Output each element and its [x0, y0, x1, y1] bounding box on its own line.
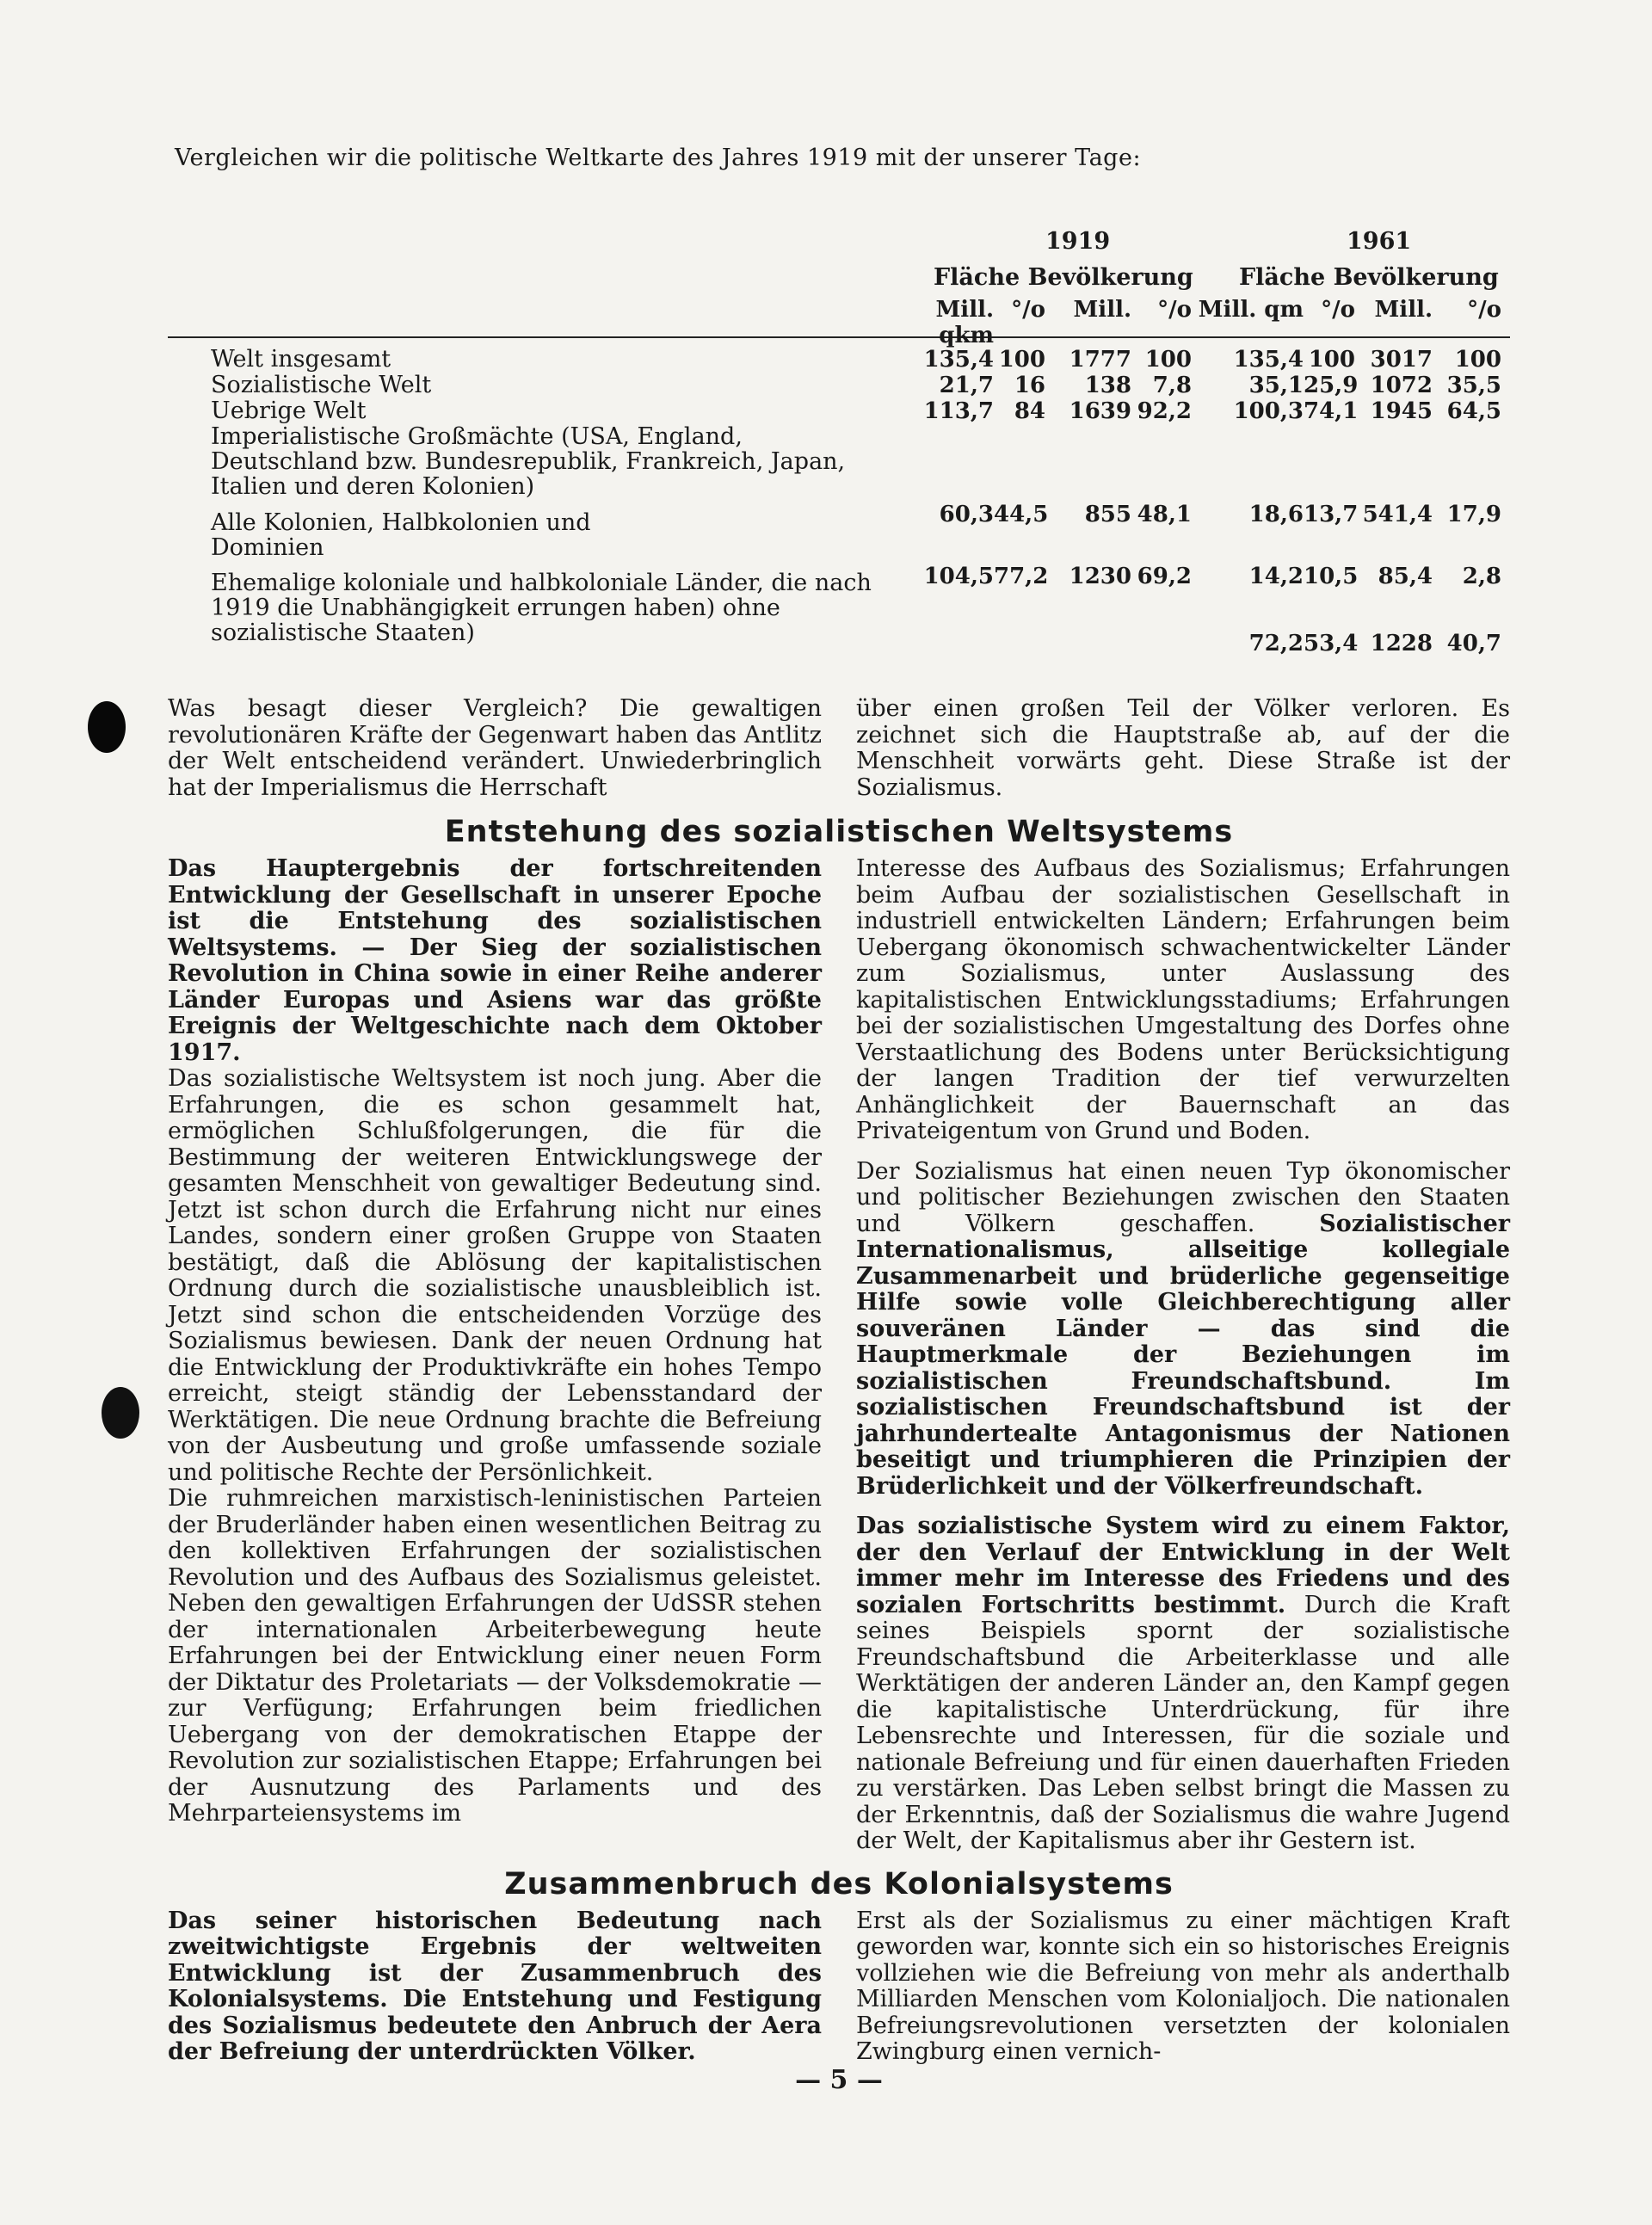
- group-1919: Fläche Bevölkerung: [934, 264, 1193, 291]
- table-cell: 1072: [1370, 373, 1433, 398]
- table-cell: 113,7: [923, 398, 994, 424]
- year-1919: 1919: [1045, 228, 1111, 255]
- col-header: Mill.: [1374, 297, 1433, 323]
- table-cell: 1777: [1069, 347, 1131, 373]
- table-body: [168, 338, 1510, 691]
- table-row-label: Alle Kolonien, Halbkolonien und Dominien: [211, 509, 591, 561]
- comparison-text: [168, 696, 1510, 801]
- table-cell: 72,2: [1248, 631, 1304, 656]
- section1-left-p2: Das sozialistische Weltsystem ist noch jung. Aber die Erfahrungen, die es schon gesammelt hat, ermöglichen Schlußfolgerungen, die für die Bestimmung der weiteren Entwicklungswege der gesamten Menschheit von gewaltiger Bedeutung sind. Jetzt ist schon durch die Erfahrung nicht nur eines Landes, sondern einer großen Gruppe von Staaten bestätigt, daß die Ablösung der kapitalistischen Ordnung durch die sozialistische unausbleiblich ist. Jetzt sind schon die entscheidenden Vorzüge des Sozialismus bewiesen. Dank der neuen Ordnung hat die Entwicklung der Produktivkräfte ein hohes Tempo erreicht, steigt ständig der Lebensstandard der Werktätigen. Die neue Ordnung brachte die Befreiung von der Ausbeutung und große umfassende soziale und politische Rechte der Persönlichkeit.: [168, 1065, 822, 1486]
- table-row-label: Imperialistische Großmächte (USA, England, Deutschland bzw. Bundesrepublik, Frankreich, Japan, Italien und deren Kolonien): [211, 423, 846, 500]
- table-cell: 25,9: [1304, 373, 1359, 398]
- table-cell: 135,4: [923, 347, 994, 373]
- table-row-label: Welt insgesamt: [211, 346, 391, 373]
- col-header: Mill. qm: [1198, 297, 1304, 323]
- table-cell: 2,8: [1462, 564, 1501, 589]
- section1-right: [856, 856, 1510, 1855]
- section1-left: [168, 856, 822, 1855]
- table-cell: 92,2: [1137, 398, 1192, 424]
- table-cell: 100: [1454, 347, 1501, 373]
- table-cell: 53,4: [1304, 631, 1359, 656]
- table-cell: 138: [1084, 373, 1131, 398]
- table-row-label: Sozialistische Welt: [211, 372, 432, 398]
- intro-text: Vergleichen wir die politische Weltkarte des Jahres 1919 mit der unserer Tage:: [175, 145, 1142, 171]
- table-cell: 1639: [1069, 398, 1131, 424]
- section2-body: [168, 1908, 1510, 2066]
- comparison-left: Was besagt dieser Vergleich? Die gewaltigen revolutionären Kräfte der Gegenwart haben das Antlitz der Welt entscheidend verändert. Unwiederbringlich hat der Imperialismus die Herrschaft: [168, 695, 822, 801]
- table-cell: 35,5: [1446, 373, 1501, 398]
- table-cell: 7,8: [1152, 373, 1192, 398]
- punch-hole-bottom: [102, 1387, 139, 1439]
- section1-right-p3-a: Das sozialistische System wird zu einem Faktor, der den Verlauf der Entwicklung in der Welt immer mehr im Interesse des Friedens und des sozialen Fortschritts bestimmt.: [856, 1513, 1510, 1618]
- table-cell: 16: [1014, 373, 1045, 398]
- table-cell: 17,9: [1446, 502, 1501, 527]
- table-cell: 64,5: [1446, 398, 1501, 424]
- table-cell: 13,7: [1304, 502, 1359, 527]
- col-header: °/o: [1011, 297, 1045, 323]
- table-cell: 18,6: [1248, 502, 1304, 527]
- section1-right-p3: [856, 1513, 1510, 1855]
- table-cell: 1228: [1370, 631, 1433, 656]
- section2-right: Erst als der Sozialismus zu einer mächtigen Kraft geworden war, konnte sich ein so historisches Ereignis vollziehen wie die Befreiung von mehr als anderthalb Milliarden Menschen vom Kolonialjoch. Die nationalen Befreiungsrevolutionen versetzten der kolonialen Zwingburg einen vernich-: [856, 1907, 1510, 2065]
- table-cell: 40,7: [1446, 631, 1501, 656]
- table-cell: 104,5: [923, 564, 994, 589]
- section1-right-p2-a: Der Sozialismus hat einen neuen Typ ökonomischer und politischer Beziehungen zwischen den Staaten und Völkern geschaffen.: [856, 1157, 1510, 1237]
- table-cell: 84: [1014, 398, 1045, 424]
- punch-hole-top: [88, 701, 126, 753]
- col-header: °/o: [1467, 297, 1501, 323]
- table-cell: 44,5: [994, 502, 1049, 527]
- table-row-label: Uebrige Welt: [211, 398, 367, 424]
- table-cell: 10,5: [1304, 564, 1359, 589]
- section2-left: Das seiner historischen Bedeutung nach zweitwichtigste Ergebnis der weltweiten Entwicklung ist der Zusammenbruch des Kolonialsystems. Die Entstehung und Festigung des Sozialismus bedeutete den Anbruch der Aera der Befreiung der unterdrückten Völker.: [168, 1907, 822, 2065]
- table-cell: 35,1: [1248, 373, 1304, 398]
- table-cell: 100,3: [1233, 398, 1304, 424]
- table-cell: 14,2: [1248, 564, 1304, 589]
- table-cell: 3017: [1370, 347, 1433, 373]
- section1-right-p3-b: Durch die Kraft seines Beispiels spornt der sozialistische Freundschaftsbund die Arbeiterklasse und alle Werktätigen der anderen Länder an, den Kampf gegen die kapitalistische Unterdrückung, für ihre Lebensrechte und Interessen, für die soziale und nationale Befreiung und für einen dauerhaften Frieden zu verstärken. Das Leben selbst bringt die Massen zu der Erkenntnis, daß der Sozialismus die wahre Jugend der Welt, der Kapitalismus aber ihr Gestern ist.: [856, 1591, 1510, 1854]
- table-cell: 69,2: [1137, 564, 1192, 589]
- col-header: °/o: [1157, 297, 1192, 323]
- table-cell: 60,3: [939, 502, 994, 527]
- col-header: Mill.: [1073, 297, 1131, 323]
- table-cell: 855: [1084, 502, 1131, 527]
- section1-heading: Entstehung des sozialistischen Weltsystems: [444, 815, 1234, 849]
- section2-heading: Zusammenbruch des Kolonialsystems: [504, 1866, 1174, 1901]
- section1-right-p1: Interesse des Aufbaus des Sozialismus; Erfahrungen beim Aufbau der sozialistischen Gesellschaft in industriell entwickelten Ländern; Erfahrungen beim Uebergang ökonomisch schwachentwickelter Länder zum Sozialismus, unter Auslassung des kapitalistischen Entwicklungsstadiums; Erfahrungen bei der sozialistischen Umgestaltung des Dorfes ohne Verstaatlichung des Bodens unter Berücksichtigung der langen Tradition der tief verwurzelten Anhänglichkeit der Bauernschaft an das Privateigentum von Grund und Boden.: [856, 855, 1510, 1144]
- table-cell: 74,1: [1304, 398, 1359, 424]
- table-cell: 100: [1144, 347, 1192, 373]
- table-cell: 541,4: [1362, 502, 1433, 527]
- table-row-label: Ehemalige koloniale und halbkoloniale Länder, die nach 1919 die Unabhängigkeit errungen haben) ohne sozialistische Staaten): [211, 570, 872, 646]
- table-cell: 21,7: [939, 373, 994, 398]
- table-cell: 48,1: [1137, 502, 1192, 527]
- section1-left-p3: Die ruhmreichen marxistisch-leninistischen Parteien der Bruderländer haben einen wesentlichen Beitrag zu den kollektiven Erfahrungen der sozialistischen Revolution und des Aufbaus des Sozialismus geleistet. Neben den gewaltigen Erfahrungen der UdSSR stehen der internationalen Arbeiterbewegung heute Erfahrungen bei der Entwicklung einer neuen Form der Diktatur des Proletariats — der Volksdemokratie — zur Verfügung; Erfahrungen beim friedlichen Uebergang von der demokratischen Etappe der Revolution zur sozialistischen Etappe; Erfahrungen bei der Ausnutzung des Parlaments und des Mehrparteiensystems im: [168, 1485, 822, 1827]
- table-cell: 85,4: [1378, 564, 1433, 589]
- table-cell: 1945: [1370, 398, 1433, 424]
- table-cell: 77,2: [994, 564, 1049, 589]
- col-header: °/o: [1321, 297, 1355, 323]
- year-1961: 1961: [1347, 228, 1412, 255]
- section1-left-lead: Das Hauptergebnis der fortschreitenden Entwicklung der Gesellschaft in unserer Epoche ist die Entstehung des sozialistischen Weltsystems. — Der Sieg der sozialistischen Revolution in China sowie in einer Reihe anderer Länder Europas und Asiens war das größte Ereignis der Weltgeschichte nach dem Oktober 1917.: [168, 855, 822, 1066]
- table-cell: 100: [1308, 347, 1355, 373]
- section1-right-p2: [856, 1159, 1510, 1501]
- col-header: Mill. qkm: [935, 297, 994, 348]
- page-number: — 5 —: [795, 2065, 883, 2095]
- section1-body: [168, 856, 1510, 1855]
- document-page: [168, 145, 1510, 2095]
- group-1961: Fläche Bevölkerung: [1239, 264, 1499, 291]
- section1-right-p2-b: Sozialistischer Internationalismus, allseitige kollegiale Zusammenarbeit und brüderliche gegenseitige Hilfe sowie volle Gleichberechtigung aller souveränen Länder — das sind die Hauptmerkmale der Beziehungen im sozialistischen Freundschaftsbund. Im sozialistischen Freundschaftsbund ist der jahrhundertealte Antagonismus der Nationen beseitigt und triumphieren die Prinzipien der Brüderlichkeit und der Völkerfreundschaft.: [856, 1210, 1510, 1500]
- table-header: [168, 182, 1510, 348]
- table-cell: 1230: [1069, 564, 1131, 589]
- table-cell: 135,4: [1233, 347, 1304, 373]
- table-cell: 100: [998, 347, 1045, 373]
- comparison-right: über einen großen Teil der Völker verloren. Es zeichnet sich die Hauptstraße ab, auf der die Menschheit vorwärts geht. Diese Straße ist der Sozialismus.: [856, 695, 1510, 801]
